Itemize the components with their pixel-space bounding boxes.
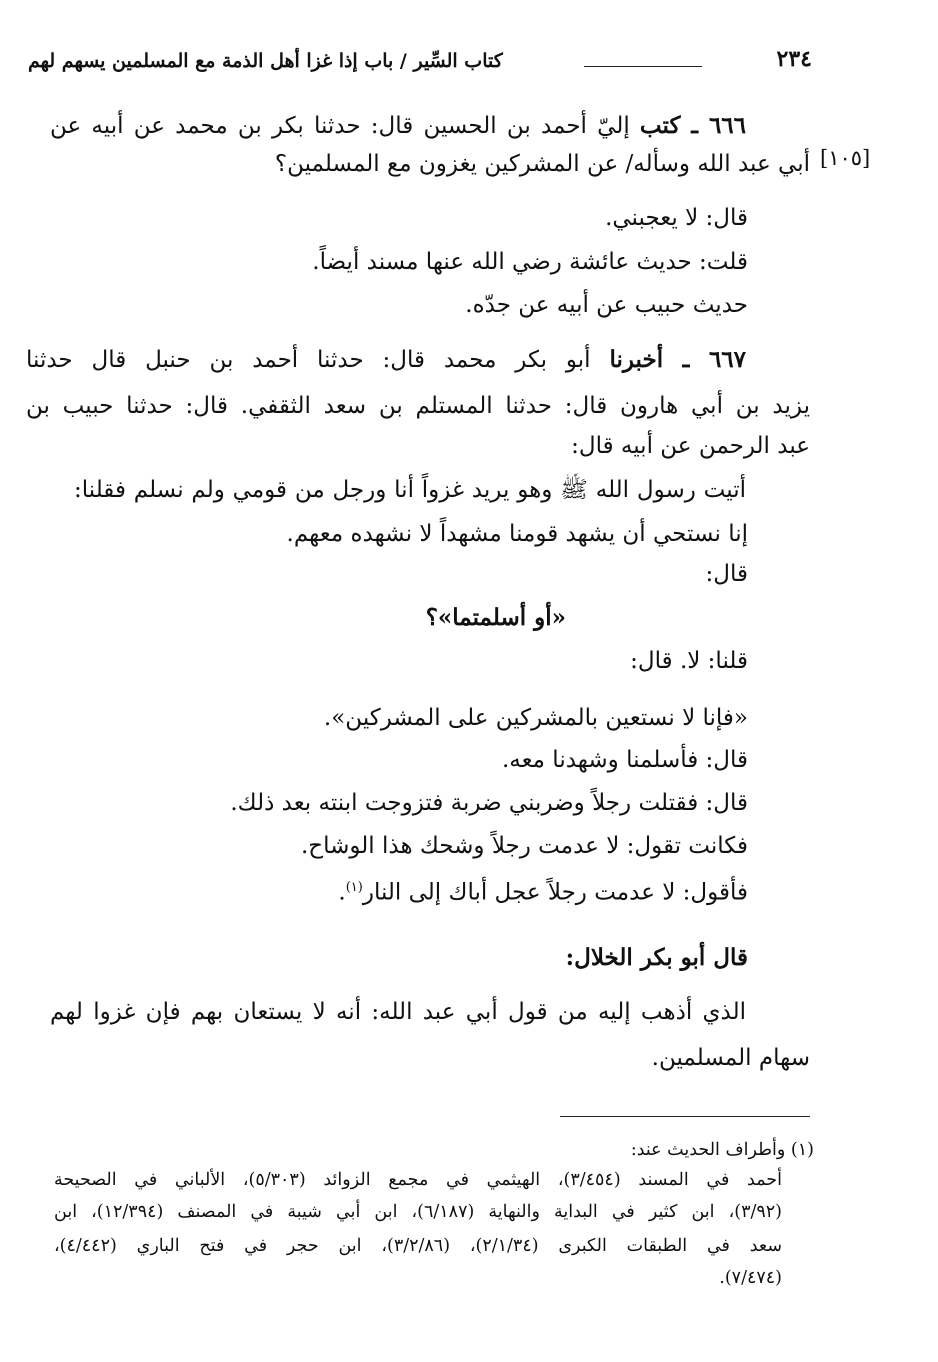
hadith-666-line-1: [50, 108, 746, 144]
footnote-1-line-5: (٧/٤٧٤).: [719, 1268, 782, 1288]
hadith-667-line-13: [338, 870, 748, 911]
hadith-666-marker: ٦٦٦ ـ كتب: [639, 112, 746, 139]
footnote-1-line-3: (٣/٩٢)، ابن كثير في البداية والنهاية (٦/١٨٧)، ابن أبي شيبة في المصنف (١٢/٣٩٤)، ابن: [54, 1202, 782, 1222]
margin-page-reference: [١٠٥]: [820, 146, 871, 170]
hadith-667-line-13-text: فأقول: لا عدمت رجلاً عجل أباك إلى النار: [362, 879, 748, 906]
hadith-667-line-1: [26, 342, 746, 378]
header-rule: [584, 66, 702, 67]
hadith-667-line-12: فكانت تقول: لا عدمت رجلاً وشحك هذا الوشاح.: [300, 833, 748, 859]
hadith-667-line-4: أتيت رسول الله ﷺ وهو يريد غزواً أنا ورجل من قومي ولم نسلم فقلنا:: [74, 477, 746, 503]
hadith-667-line-3: عبد الرحمن عن أبيه قال:: [571, 433, 810, 459]
hadith-667-line-6: قال:: [705, 561, 748, 587]
hadith-666-line-5: حديث حبيب عن أبيه عن جدّه.: [465, 292, 748, 318]
hadith-666-line-2: أبي عبد الله وسأله/ عن المشركين يغزون مع المسلمين؟: [274, 151, 810, 177]
footnote-1-line-1: (١) وأطراف الحديث عند:: [630, 1140, 814, 1160]
hadith-667-line-5: إنا نستحي أن يشهد قومنا مشهداً لا نشهده معهم.: [286, 521, 748, 547]
footnote-1-line-4: سعد في الطبقات الكبرى (٢/١/٣٤)، (٣/٢/٨٦)، ابن حجر في فتح الباري (٤/٤٤٢)،: [54, 1236, 782, 1256]
header-title: كتاب السِّير / باب إذا غزا أهل الذمة مع المسلمين يسهم لهم: [28, 50, 503, 72]
footnote-reference[interactable]: (١): [345, 880, 363, 895]
hadith-667-line-2: يزيد بن أبي هارون قال: حدثنا المستلم بن سعد الثقفي. قال: حدثنا حبيب بن: [26, 393, 810, 419]
hadith-667-line-13-end: .: [338, 879, 346, 906]
hadith-667-line-7: «أو أسلمتما»؟: [425, 604, 566, 631]
hadith-667-line-9: «فإنا لا نستعين بالمشركين على المشركين».: [323, 705, 748, 731]
khallal-heading: قال أبو بكر الخلال:: [565, 944, 748, 971]
footnote-1-line-2: أحمد في المسند (٣/٤٥٤)، الهيثمي في مجمع الزوائد (٥/٣٠٣)، الألباني في الصحيحة: [54, 1170, 782, 1190]
hadith-666-line-4: قلت: حديث عائشة رضي الله عنها مسند أيضاً.: [312, 249, 748, 275]
hadith-667-line-8: قلنا: لا. قال:: [630, 648, 748, 674]
hadith-666-line-3: قال: لا يعجبني.: [605, 205, 748, 231]
khallal-line-1: الذي أذهب إليه من قول أبي عبد الله: أنه لا يستعان بهم فإن غزوا لهم: [50, 999, 746, 1025]
hadith-667-line-10: قال: فأسلمنا وشهدنا معه.: [501, 747, 748, 773]
hadith-667-text-1: أبو بكر محمد قال: حدثنا أحمد بن حنبل قال حدثنا: [26, 347, 591, 373]
page-number: ٢٣٤: [776, 46, 812, 72]
hadith-666-text-1: إليّ أحمد بن الحسين قال: حدثنا بكر بن محمد عن أبيه عن: [50, 113, 630, 139]
running-header: [22, 46, 812, 86]
khallal-line-2: سهام المسلمين.: [651, 1045, 810, 1071]
hadith-667-line-11: قال: فقتلت رجلاً وضربني ضربة فتزوجت ابنته بعد ذلك.: [230, 790, 748, 816]
footnote-rule: [560, 1116, 810, 1117]
hadith-667-marker: ٦٦٧ ـ أخبرنا: [609, 346, 746, 373]
